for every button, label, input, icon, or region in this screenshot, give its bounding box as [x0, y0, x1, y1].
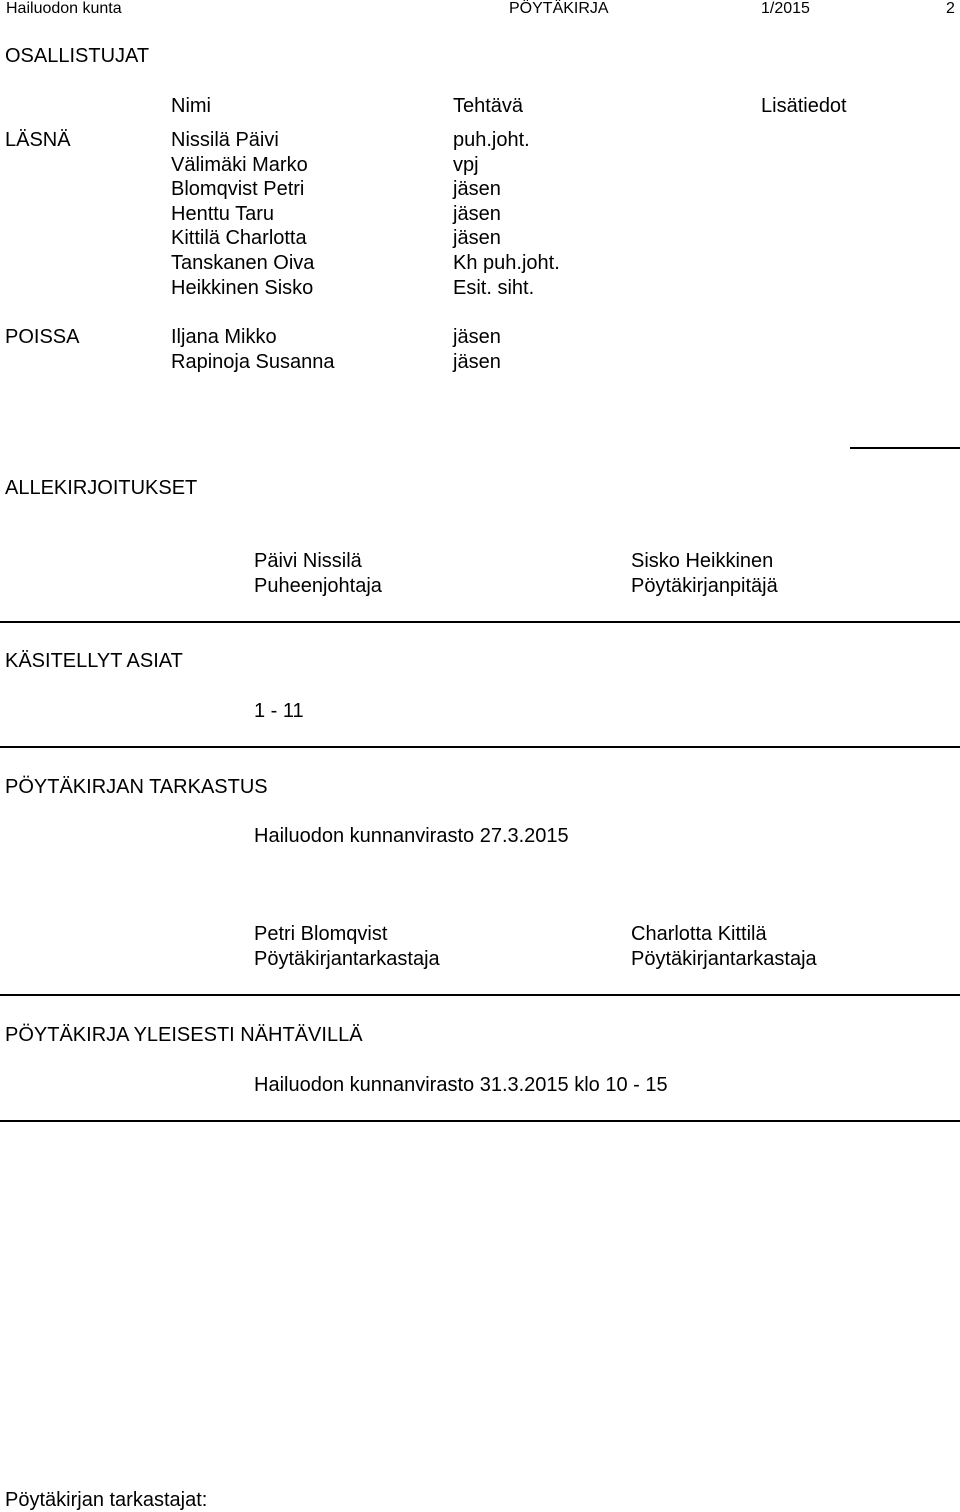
public-place-date: Hailuodon kunnanvirasto 31.3.2015 klo 10 - 15	[254, 1074, 668, 1096]
present-name: Välimäki Marko	[171, 154, 308, 176]
section-divider	[0, 621, 960, 623]
chair-role: Puheenjohtaja	[254, 575, 382, 597]
secretary-name: Sisko Heikkinen	[631, 550, 774, 572]
section-divider	[850, 447, 960, 449]
absent-label: POISSA	[5, 326, 80, 348]
review-place-date: Hailuodon kunnanvirasto 27.3.2015	[254, 825, 569, 847]
absent-task: jäsen	[453, 326, 501, 348]
present-task: jäsen	[453, 227, 501, 249]
present-name: Kittilä Charlotta	[171, 227, 307, 249]
items-title: KÄSITELLYT ASIAT	[5, 650, 183, 672]
present-task: jäsen	[453, 203, 501, 225]
absent-name: Rapinoja Susanna	[171, 351, 335, 373]
section-divider	[0, 1120, 960, 1122]
present-name: Blomqvist Petri	[171, 178, 305, 200]
public-title: PÖYTÄKIRJA YLEISESTI NÄHTÄVILLÄ	[5, 1024, 363, 1046]
review-title: PÖYTÄKIRJAN TARKASTUS	[5, 776, 268, 798]
signatures-title: ALLEKIRJOITUKSET	[5, 477, 198, 499]
column-header-name: Nimi	[171, 95, 211, 117]
participants-title: OSALLISTUJAT	[5, 45, 150, 67]
column-header-task: Tehtävä	[453, 95, 524, 117]
section-divider	[0, 994, 960, 996]
chair-name: Päivi Nissilä	[254, 550, 362, 572]
absent-name: Iljana Mikko	[171, 326, 277, 348]
secretary-role: Pöytäkirjanpitäjä	[631, 575, 778, 597]
present-name: Heikkinen Sisko	[171, 277, 314, 299]
footer-reviewers-label: Pöytäkirjan tarkastajat:	[5, 1489, 208, 1511]
present-name: Tanskanen Oiva	[171, 252, 315, 274]
present-task: puh.joht.	[453, 129, 530, 151]
header-document-number: 1/2015	[761, 0, 810, 17]
present-name: Nissilä Päivi	[171, 129, 279, 151]
header-page-number: 2	[946, 0, 955, 17]
absent-task: jäsen	[453, 351, 501, 373]
present-task: Kh puh.joht.	[453, 252, 560, 274]
items-range: 1 - 11	[254, 700, 304, 722]
reviewer-role: Pöytäkirjantarkastaja	[631, 948, 817, 970]
present-task: vpj	[453, 154, 479, 176]
present-task: Esit. siht.	[453, 277, 535, 299]
reviewer-name: Charlotta Kittilä	[631, 923, 767, 945]
present-label: LÄSNÄ	[5, 129, 71, 151]
section-divider	[0, 746, 960, 748]
present-task: jäsen	[453, 178, 501, 200]
reviewer-name: Petri Blomqvist	[254, 923, 388, 945]
header-document-type: PÖYTÄKIRJA	[509, 0, 609, 17]
header-organization: Hailuodon kunta	[6, 0, 122, 17]
column-header-info: Lisätiedot	[761, 95, 847, 117]
present-name: Henttu Taru	[171, 203, 275, 225]
reviewer-role: Pöytäkirjantarkastaja	[254, 948, 440, 970]
